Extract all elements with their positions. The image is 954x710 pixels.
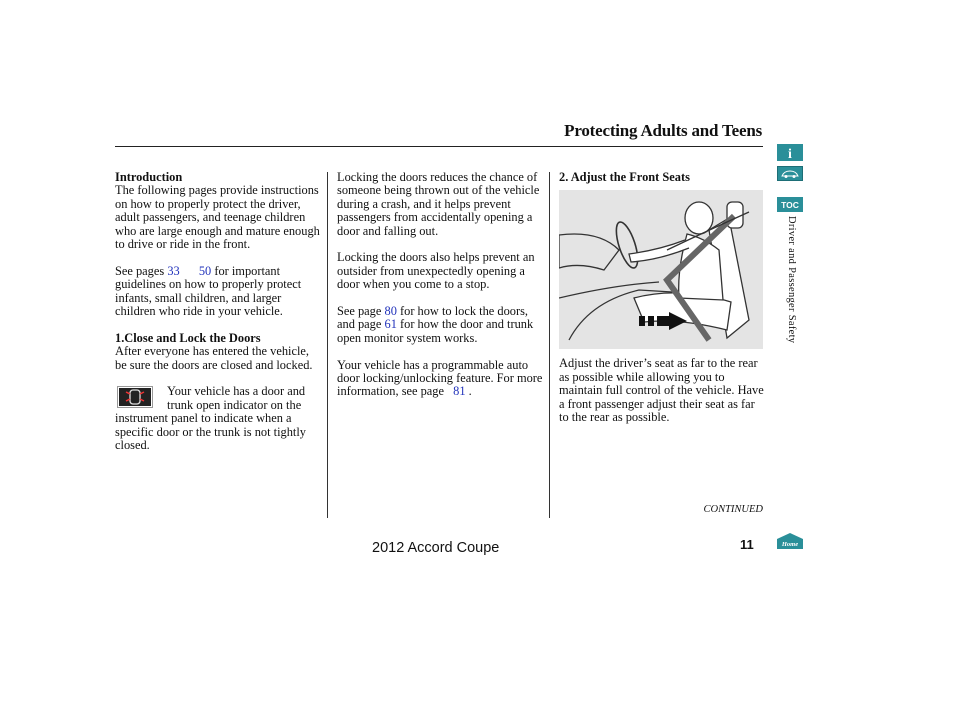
p3-text-b: for how to lock the doors, and page [337,304,529,332]
intro-heading: Introduction [115,170,183,184]
page-link-81[interactable]: 81 [453,384,466,399]
index-button[interactable] [777,166,803,181]
p3-text-c: for how the door and trunk open monitor system works. [337,317,534,345]
column-divider-2 [549,172,550,518]
see-suffix: for important guidelines on how to properly protect infants, small children, and larger children who ride in your vehicle. [115,263,302,319]
column-3 [559,171,764,438]
section-label: Driver and Passenger Safety [786,216,797,344]
p4-text-a: Your vehicle has a programmable auto door locking/unlocking feature. For more information, see page [337,357,543,399]
driver-seat-icon [559,190,763,349]
col2-paragraph-3 [337,305,543,345]
col2-paragraph-2: Locking the doors also helps prevent an outsider from unexpectedly opening a door when you come to a stop. [337,250,535,292]
page-title: Protecting Adults and Teens [564,121,762,140]
seats-text: Adjust the driver’s seat as far to the rear as possible while allowing you to maintain full control of the vehicle. Have a front passenger adjust their seat as far to the rear as possible. [559,356,764,425]
see-prefix: See pages [115,263,165,278]
see-pages-paragraph [115,265,321,319]
p4-text-b: . [468,384,472,399]
info-button[interactable] [777,144,803,161]
seats-heading: 2. Adjust the Front Seats [559,170,690,184]
column-divider-1 [327,172,328,518]
seat-adjust-illustration [559,190,763,349]
home-icon: Home [781,541,799,548]
toc-icon: TOC [781,200,799,210]
page-link-50[interactable]: 50 [198,263,212,278]
continued-label: CONTINUED [703,504,763,515]
page-link-61[interactable]: 61 [384,317,397,332]
p3-text-a: See page [337,304,382,319]
column-2 [337,171,543,412]
info-icon: i [788,147,792,161]
page-number: 11 [740,537,754,552]
col2-paragraph-1: Locking the doors reduces the chance of someone being thrown out of the vehicle during a crash, and it helps prevent passengers from accidentally opening a door and falling out. [337,170,540,238]
indicator-paragraph [115,385,321,452]
title-rule [115,146,763,147]
page-link-80[interactable]: 80 [384,304,397,319]
page-link-33[interactable]: 33 [167,263,180,278]
footer-model: 2012 Accord Coupe [372,540,500,556]
home-button[interactable] [777,533,803,549]
toc-button[interactable] [777,197,803,212]
doors-text: After everyone has entered the vehicle, be sure the doors are closed and locked. [115,344,313,372]
doors-heading: 1.Close and Lock the Doors [115,330,261,345]
indicator-text: Your vehicle has a door and trunk open indicator on the instrument panel to indicate when a specific door or the trunk is not tightly closed. [115,384,306,453]
col2-paragraph-4 [337,359,543,399]
intro-text: The following pages provide instructions on how to properly protect the driver, adult passengers, and teenage children who are large enough and mature enough to drive or ride in the front. [115,183,320,252]
column-1 [115,171,321,452]
door-open-indicator-icon [117,386,153,408]
